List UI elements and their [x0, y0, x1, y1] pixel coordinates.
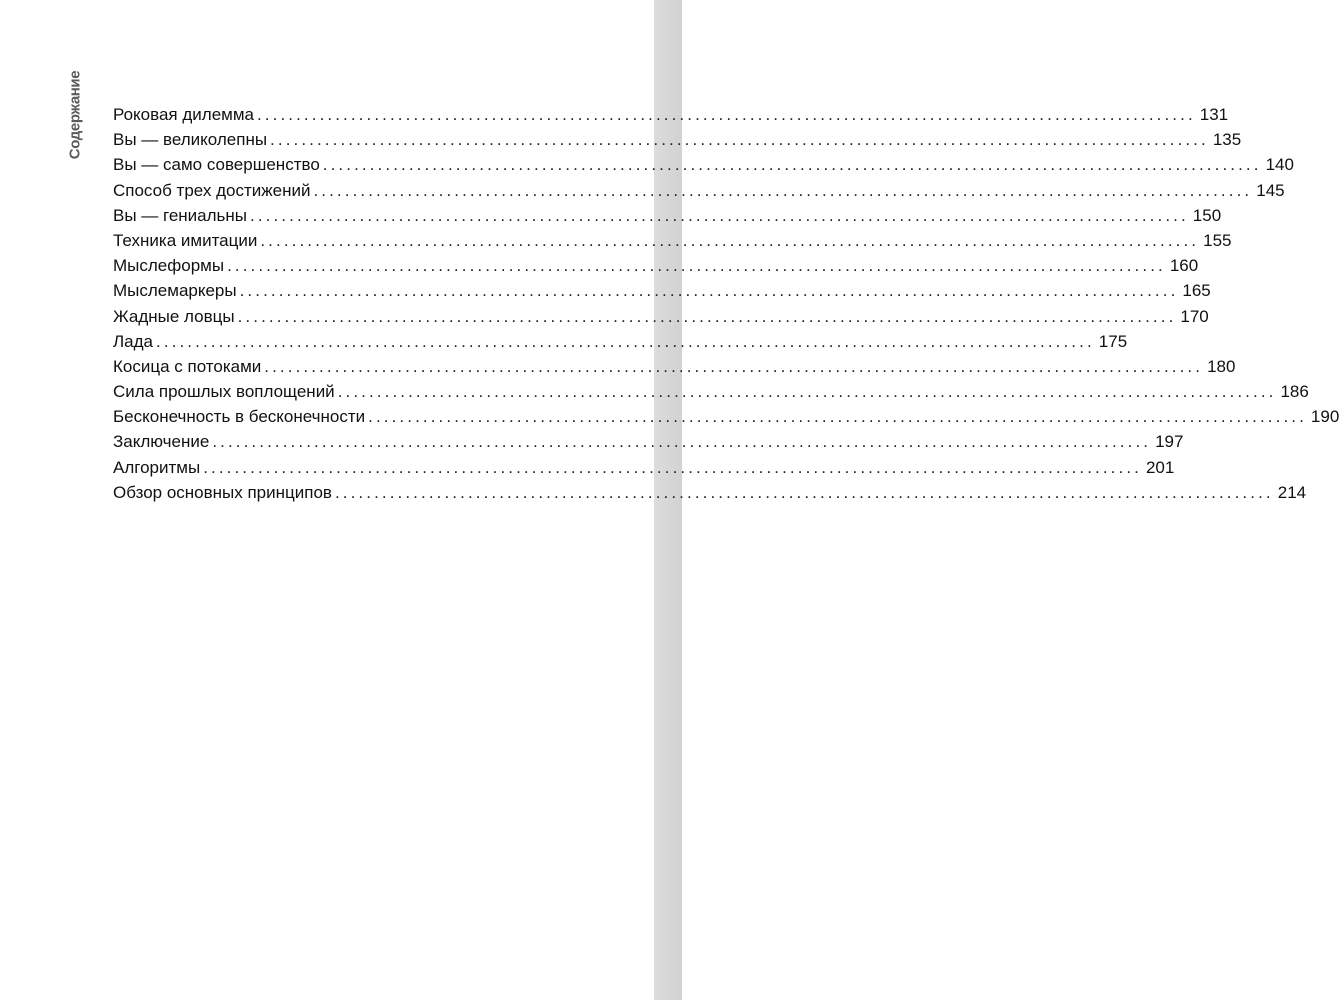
toc-entry-page: 131: [1199, 105, 1229, 124]
toc-entry-page: 170: [1180, 306, 1209, 326]
toc-entry-page: 155: [1203, 230, 1232, 250]
toc-entry-page: 190: [1310, 407, 1339, 427]
toc-leader-dots: ........................................................................................................................: [264, 356, 1204, 376]
toc-entry-title: Мыслеформы: [113, 256, 225, 276]
toc-entry-title: Косица с потоками: [113, 356, 262, 376]
toc-entry-page: 140: [1265, 155, 1294, 175]
toc-entry[interactable]: [113, 152, 1294, 177]
toc-leader-dots: ........................................................................................................................: [227, 256, 1166, 276]
toc-leader-dots: ........................................................................................................................: [368, 407, 1307, 427]
toc-leader-dots: ........................................................................................................................: [313, 180, 1253, 200]
toc-leader-dots: ........................................................................................................................: [239, 281, 1179, 301]
toc-entry-page: 180: [1207, 356, 1236, 376]
toc-entry[interactable]: [113, 228, 1232, 253]
toc-leader-dots: ........................................................................................................................: [203, 457, 1142, 477]
toc-entry-page: 165: [1182, 281, 1211, 301]
toc-entry[interactable]: [113, 455, 1175, 480]
toc-leader-dots: ........................................................................................................................: [256, 105, 1196, 124]
toc-entry-page: 175: [1098, 331, 1128, 351]
toc-entry[interactable]: [113, 203, 1222, 228]
toc-leader-dots: ........................................................................................................................: [212, 432, 1152, 452]
toc-leader-dots: ........................................................................................................................: [250, 205, 1189, 225]
toc-entry[interactable]: [113, 379, 1309, 404]
toc-entry-title: Заключение: [113, 432, 210, 452]
toc-leader-dots: ........................................................................................................................: [156, 331, 1095, 351]
toc-entry-title: Бесконечность в бесконечности: [113, 407, 366, 427]
toc-entry[interactable]: [113, 354, 1236, 379]
toc-entry[interactable]: [113, 253, 1199, 278]
toc-entry-title: Лада: [113, 331, 153, 351]
toc-entry-title: Роковая дилемма: [113, 105, 254, 124]
toc-entry-title: Вы — гениальны: [113, 205, 248, 225]
toc-entry-title: Способ трех достижений: [113, 180, 311, 200]
toc-entry-title: Вы — само совершенство: [113, 155, 320, 175]
toc-entry-page: 186: [1280, 382, 1309, 402]
toc-entry[interactable]: [113, 102, 1229, 127]
toc-entry-page: 197: [1155, 432, 1184, 452]
toc-entry-page: 135: [1212, 130, 1242, 150]
toc-entry[interactable]: [113, 178, 1285, 203]
toc-entry-title: Жадные ловцы: [113, 306, 235, 326]
toc-entry-page: 145: [1256, 180, 1285, 200]
toc-entry-title: Вы — великолепны: [113, 130, 268, 150]
toc-leader-dots: ........................................................................................................................: [322, 155, 1262, 175]
toc-leader-dots: ........................................................................................................................: [260, 230, 1200, 250]
running-head: Содержание: [66, 70, 84, 160]
toc-entry-page: 160: [1169, 256, 1199, 276]
toc-leader-dots: ........................................................................................................................: [270, 130, 1209, 150]
toc-entry-page: 150: [1192, 205, 1222, 225]
toc-entry[interactable]: [113, 429, 1184, 454]
toc-entry[interactable]: [113, 127, 1242, 152]
toc-entry[interactable]: [113, 329, 1128, 354]
toc-entry[interactable]: [113, 480, 1307, 505]
toc-entry-page: 214: [1277, 482, 1307, 502]
toc-entry-title: Сила прошлых воплощений: [113, 382, 335, 402]
table-of-contents: [113, 102, 1339, 505]
toc-entry-title: Техника имитации: [113, 230, 258, 250]
toc-entry[interactable]: [113, 278, 1211, 303]
toc-leader-dots: ........................................................................................................................: [237, 306, 1177, 326]
toc-leader-dots: ........................................................................................................................: [334, 482, 1274, 502]
toc-entry-title: Мыслемаркеры: [113, 281, 237, 301]
toc-entry[interactable]: [113, 304, 1209, 329]
toc-entry[interactable]: [113, 404, 1339, 429]
toc-entry-title: Алгоритмы: [113, 457, 201, 477]
toc-leader-dots: ........................................................................................................................: [337, 382, 1277, 402]
toc-entry-page: 201: [1145, 457, 1175, 477]
toc-entry-title: Обзор основных принципов: [113, 482, 332, 502]
